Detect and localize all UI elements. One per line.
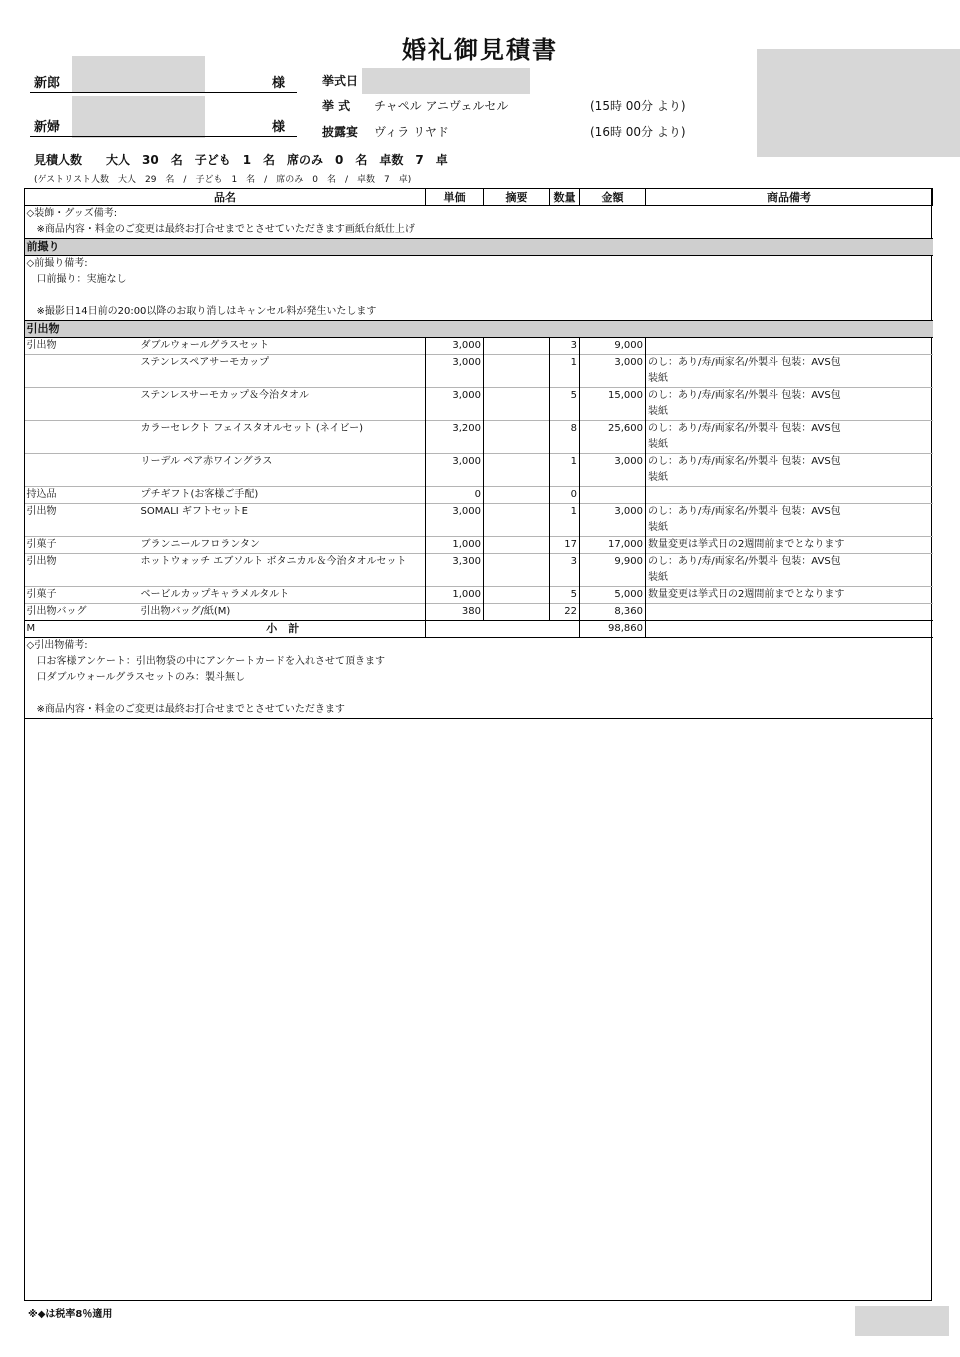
row-item-name: ダブルウォールグラスセット: [140, 340, 269, 351]
row-category: [25, 355, 141, 388]
row-summary: [484, 338, 550, 355]
headcount-line: 見積人数 大人 30 名 子ども 1 名 席のみ 0 名 卓数 7 卓: [34, 153, 448, 167]
row-item-name: プチギフト(お客様ご手配): [141, 487, 426, 504]
row-remark-line1: のし：あり/寿/両家名/外製斗 包装：AVS包: [648, 423, 841, 434]
subtotal-amount: 98,860: [580, 621, 646, 638]
row-amount: 9,900: [580, 554, 646, 587]
row-item-name: ベービルカップキャラメルタルト: [141, 587, 426, 604]
groom-label: 新郎: [34, 76, 61, 91]
groom-honorific: 様: [272, 76, 286, 91]
deco-note-body: ※商品内容・料金のご変更は最終お打合せまでとさせていただきます画紙台紙仕上げ: [36, 224, 415, 235]
row-summary: [484, 454, 550, 487]
row-amount: 3,000: [580, 504, 646, 537]
row-category: 引菓子: [25, 587, 141, 604]
row-category: 引出物バッグ: [25, 604, 141, 621]
row-remark-line2: 装紙: [648, 472, 668, 483]
row-remark-line1: 数量変更は挙式日の2週間前までとなります: [648, 539, 845, 550]
row-qty: 17: [550, 537, 580, 554]
row-category: 持込品: [25, 487, 141, 504]
row-unit-price: 3,000: [426, 338, 484, 355]
row-amount: 3,000: [580, 454, 646, 487]
row-unit-price: 1,000: [426, 587, 484, 604]
row-amount: 9,000: [580, 338, 646, 355]
table-row: [25, 421, 933, 454]
row-unit-price: 3,300: [426, 554, 484, 587]
row-item-name: 引出物バッグ/紙(M): [141, 604, 426, 621]
row-remark: [646, 537, 933, 554]
row-category: 引出物: [25, 554, 141, 587]
section-hikidemono-label: 引出物: [25, 321, 933, 338]
row-amount: 25,600: [580, 421, 646, 454]
redacted-groom-name: [72, 56, 205, 92]
row-qty: 3: [550, 338, 580, 355]
row-remark: [646, 421, 933, 454]
row-remark-line2: 装紙: [648, 522, 668, 533]
col-header-remarks: 商品備考: [646, 189, 933, 206]
row-remark-line1: のし：あり/寿/両家名/外製斗 包装：AVS包: [648, 506, 841, 517]
col-header-amount: 金額: [580, 189, 646, 206]
col-header-summary: 摘要: [484, 189, 550, 206]
col-header-unit-price: 単価: [426, 189, 484, 206]
redacted-stamp-area: [757, 49, 960, 157]
row-remark-line2: 装紙: [648, 572, 668, 583]
row-unit-price: 3,000: [426, 355, 484, 388]
row-qty: 8: [550, 421, 580, 454]
row-remark-line1: のし：あり/寿/両家名/外製斗 包装：AVS包: [648, 390, 841, 401]
section-maedori: [25, 239, 933, 256]
row-item-name: ステンレスサーモカップ＆今治タオル: [141, 388, 426, 421]
hiki-note-line2: 口ダブルウォールグラスセットのみ：製斗無し: [36, 672, 245, 683]
row-remark: [646, 355, 933, 388]
row-item-name: リーデル ペア赤ワイングラス: [141, 454, 426, 487]
row-unit-price: 3,000: [426, 388, 484, 421]
row-summary: [484, 537, 550, 554]
reception-label: 披露宴: [322, 125, 359, 139]
hiki-note-title: ◇引出物備考:: [26, 640, 88, 651]
subtotal-row: [25, 621, 933, 638]
row-category: [25, 388, 141, 421]
hiki-note-line1: 口お客様アンケート：引出物袋の中にアンケートカードを入れさせて頂きます: [36, 656, 385, 667]
row-summary: [484, 504, 550, 537]
row-item-name: ブランニールフロランタン: [141, 537, 426, 554]
row-unit-price: 380: [426, 604, 484, 621]
table-row: [25, 355, 933, 388]
col-header-qty: 数量: [550, 189, 580, 206]
row-qty: 1: [550, 355, 580, 388]
ceremony-label: 挙 式: [322, 99, 351, 113]
reception-time: (16時 00分 より): [590, 125, 686, 139]
row-summary: [484, 421, 550, 454]
row-summary: [484, 587, 550, 604]
row-summary: [484, 554, 550, 587]
row-summary: [484, 355, 550, 388]
row-category: [25, 421, 141, 454]
groom-name-line: [30, 92, 297, 93]
row-category: 引菓子: [25, 537, 141, 554]
table-row: [25, 388, 933, 421]
subtotal-code: M: [25, 621, 141, 638]
row-qty: 1: [550, 504, 580, 537]
hiki-note-line3: ※商品内容・料金のご変更は最終お打合せまでとさせていただきます: [36, 704, 345, 715]
row-item-name: ステンレスペアサーモカップ: [141, 355, 426, 388]
row-item-name: ホットウォッチ エブソルト ボタニカル＆今治タオルセット: [141, 554, 426, 587]
table-row: [25, 338, 933, 355]
maedori-note-line2: ※撮影日14日前の20:00以降のお取り消しはキャンセル料が発生いたします: [36, 306, 377, 317]
estimate-table: [24, 188, 933, 719]
redacted-page-number: [855, 1306, 949, 1336]
redacted-bride-name: [72, 96, 205, 138]
row-remark: [646, 604, 933, 621]
table-header-row: [25, 189, 933, 206]
maedori-note-line1: 口前撮り：実施なし: [36, 274, 127, 285]
bride-name-line: [30, 136, 297, 137]
row-summary: [484, 388, 550, 421]
row-remark-line1: のし：あり/寿/両家名/外製斗 包装：AVS包: [648, 456, 841, 467]
ceremony-venue: チャペル アニヴェルセル: [374, 99, 509, 113]
row-remark: [646, 454, 933, 487]
deco-note-row: [25, 206, 933, 239]
wedding-date-label: 挙式日: [322, 74, 359, 88]
row-remark: [646, 487, 933, 504]
table-row: [25, 587, 933, 604]
table-row: [25, 604, 933, 621]
row-remark-line1: 数量変更は挙式日の2週間前までとなります: [648, 589, 845, 600]
redacted-wedding-date: [362, 68, 530, 94]
table-row: [25, 504, 933, 537]
row-category: [25, 454, 141, 487]
hiki-note-row: [25, 638, 933, 719]
item-rows: [25, 338, 933, 621]
row-item-name: SOMALI ギフトセットE: [141, 504, 426, 537]
row-remark: [646, 554, 933, 587]
subtotal-label: 小 計: [141, 621, 426, 638]
section-maedori-label: 前撮り: [25, 239, 933, 256]
ceremony-time: (15時 00分 より): [590, 99, 686, 113]
row-qty: 5: [550, 388, 580, 421]
row-remark-line2: 装紙: [648, 406, 668, 417]
row-remark: [646, 587, 933, 604]
section-hikidemono: [25, 321, 933, 338]
row-unit-price: 1,000: [426, 537, 484, 554]
maedori-note-row: [25, 256, 933, 321]
col-header-item: 品名: [25, 189, 426, 206]
bride-honorific: 様: [272, 120, 286, 135]
row-qty: 5: [550, 587, 580, 604]
deco-note-title: ◇装飾・グッズ備考:: [26, 208, 118, 219]
table-row: [25, 537, 933, 554]
row-remark-line2: 装紙: [648, 439, 668, 450]
row-remark-line1: のし：あり/寿/両家名/外製斗 包装：AVS包: [648, 556, 841, 567]
row-amount: 3,000: [580, 355, 646, 388]
row-amount: [580, 487, 646, 504]
row-amount: 17,000: [580, 537, 646, 554]
bride-label: 新婦: [34, 120, 61, 135]
row-remark: [646, 388, 933, 421]
table-row: [25, 454, 933, 487]
row-unit-price: 3,000: [426, 454, 484, 487]
guestlist-line: (ゲストリスト人数 大人 29 名 / 子ども 1 名 / 席のみ 0 名 / 卓数 7 卓): [34, 175, 412, 185]
table-row: [25, 487, 933, 504]
row-category: 引出物: [25, 504, 141, 537]
row-amount: 8,360: [580, 604, 646, 621]
tax-footnote: ※◆は税率8％適用: [28, 1309, 113, 1320]
row-summary: [484, 604, 550, 621]
document-title: 婚礼御見積書: [402, 36, 558, 64]
maedori-note-title: ◇前撮り備考:: [26, 258, 88, 269]
row-qty: 3: [550, 554, 580, 587]
row-item-name: カラーセレクト フェイスタオルセット (ネイビー): [141, 421, 426, 454]
table-row: [25, 554, 933, 587]
row-remark: [646, 504, 933, 537]
row-remark-line2: 装紙: [648, 373, 668, 384]
row-qty: 1: [550, 454, 580, 487]
row-summary: [484, 487, 550, 504]
row-remark-line1: のし：あり/寿/両家名/外製斗 包装：AVS包: [648, 357, 841, 368]
row-unit-price: 0: [426, 487, 484, 504]
row-qty: 22: [550, 604, 580, 621]
row-unit-price: 3,000: [426, 504, 484, 537]
row-amount: 5,000: [580, 587, 646, 604]
row-category: 引出物: [26, 340, 57, 351]
row-qty: 0: [550, 487, 580, 504]
row-remark: [646, 338, 933, 355]
reception-venue: ヴィラ リヤド: [374, 125, 449, 139]
row-amount: 15,000: [580, 388, 646, 421]
row-unit-price: 3,200: [426, 421, 484, 454]
